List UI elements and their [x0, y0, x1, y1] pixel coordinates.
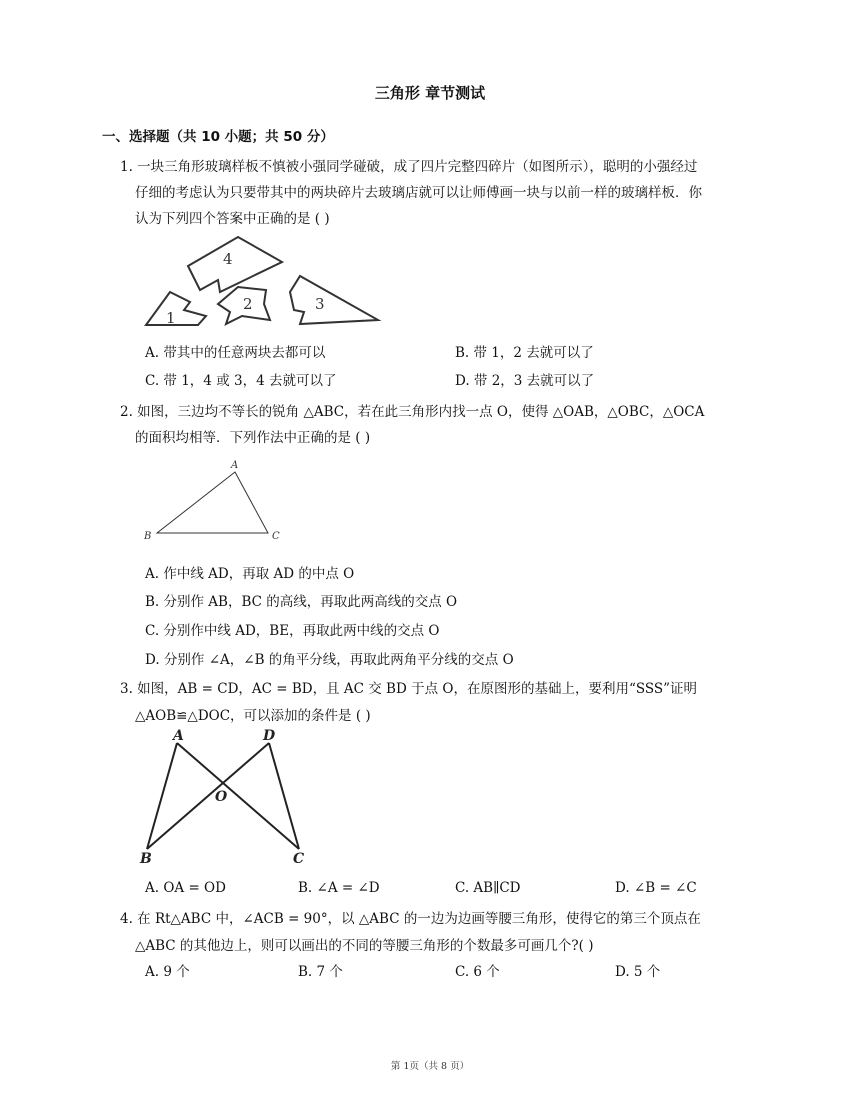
q1-option-c[interactable]: C. 带 1，4 或 3，4 去就可以了 [145, 373, 337, 389]
q2-triangle-figure [140, 455, 290, 545]
q4-option-c[interactable]: C. 6 个 [455, 964, 500, 980]
vertex-label-b: B [140, 851, 152, 867]
fragment-4 [188, 237, 282, 292]
q1-glass-fragments-figure [140, 232, 390, 332]
q3-option-c[interactable]: C. AB∥CD [455, 880, 521, 896]
q4-line-2: △ABC 的其他边上，则可以画出的不同的等腰三角形的个数最多可画几个?( ) [135, 938, 594, 954]
vertex-label-a: A [173, 728, 184, 744]
q2-option-b[interactable]: B. 分别作 AB，BC 的高线，再取此两高线的交点 O [145, 594, 458, 610]
q3-line-1: 3. 如图，AB = CD，AC = BD，且 AC 交 BD 于点 O，在原图形的基础上，要利用“SSS”证明 [120, 681, 698, 697]
vertex-label-c: C [293, 851, 305, 867]
page-footer: 第 1页（共 8 页） [390, 1061, 470, 1072]
fragment-label-3: 3 [315, 295, 325, 313]
fragment-label-1: 1 [166, 309, 176, 327]
q4-line-1: 4. 在 Rt△ABC 中，∠ACB = 90°，以 △ABC 的一边为边画等腰三角形，使得它的第三个顶点在 [120, 911, 701, 927]
section-heading: 一、选择题（共 10 小题；共 50 分） [102, 129, 334, 145]
fragment-label-2: 2 [243, 295, 253, 313]
q3-option-a[interactable]: A. OA = OD [145, 880, 226, 896]
q1-line-2: 仔细的考虑认为只要带其中的两块碎片去玻璃店就可以让师傅画一块与以前一样的玻璃样板．你 [135, 185, 702, 201]
fragment-1 [146, 292, 206, 325]
q1-line-3: 认为下列四个答案中正确的是 ( ) [135, 211, 330, 227]
vertex-label-d: D [263, 728, 276, 744]
q4-option-d[interactable]: D. 5 个 [615, 964, 661, 980]
q3-option-b[interactable]: B. ∠A = ∠D [298, 880, 380, 896]
q1-option-b[interactable]: B. 带 1，2 去就可以了 [455, 345, 594, 361]
q3-crossed-triangles-figure [135, 725, 315, 870]
vertex-label-c: C [272, 531, 280, 542]
q1-option-d[interactable]: D. 带 2，3 去就可以了 [455, 373, 595, 389]
fragment-label-4: 4 [223, 250, 233, 268]
q3-line-2: △AOB≌△DOC，可以添加的条件是 ( ) [135, 708, 371, 724]
q2-line-2: 的面积均相等．下列作法中正确的是 ( ) [135, 430, 371, 446]
q2-line-1: 2. 如图，三边均不等长的锐角 △ABC，若在此三角形内找一点 O，使得 △OAB，△OBC，△OCA [120, 404, 705, 420]
page-title: 三角形 章节测试 [374, 84, 486, 102]
fragment-3 [290, 276, 378, 324]
q2-option-a[interactable]: A. 作中线 AD，再取 AD 的中点 O [145, 566, 355, 582]
q3-option-d[interactable]: D. ∠B = ∠C [615, 880, 697, 896]
q1-option-a[interactable]: A. 带其中的任意两块去都可以 [145, 345, 326, 361]
q4-option-b[interactable]: B. 7 个 [298, 964, 343, 980]
vertex-label-b: B [144, 531, 152, 542]
q4-option-a[interactable]: A. 9 个 [145, 964, 190, 980]
q2-option-d[interactable]: D. 分别作 ∠A，∠B 的角平分线，再取此两角平分线的交点 O [145, 652, 514, 668]
q1-line-1: 1. 一块三角形玻璃样板不慎被小强同学碰破，成了四片完整四碎片（如图所示），聪明的小强经过 [120, 159, 698, 175]
q2-option-c[interactable]: C. 分别作中线 AD，BE，再取此两中线的交点 O [145, 623, 440, 639]
vertex-label-a: A [231, 460, 239, 471]
vertex-label-o: O [215, 789, 228, 805]
